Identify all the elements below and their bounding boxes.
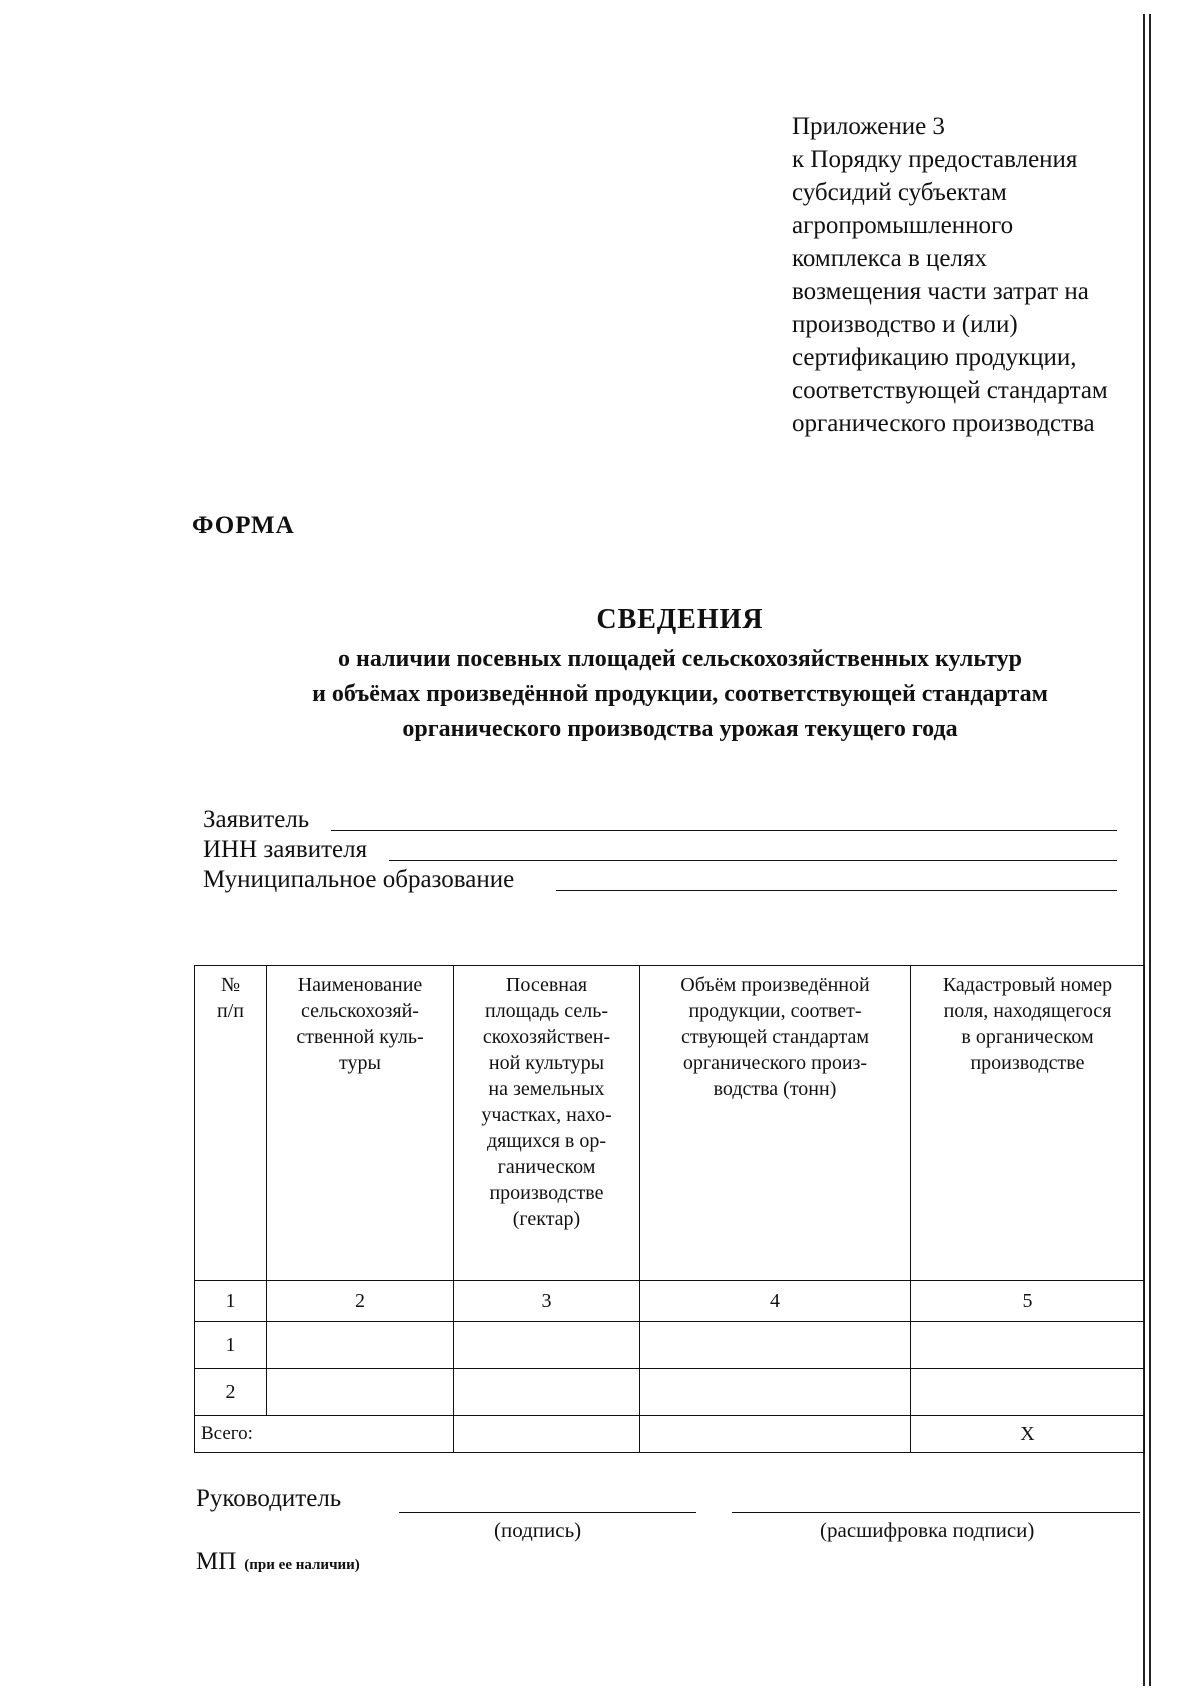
column-number-cell: 5 — [911, 1281, 1145, 1322]
page-edge-line — [1149, 14, 1151, 1686]
municipality-field — [203, 866, 514, 894]
column-number-cell: 3 — [454, 1281, 640, 1322]
header-text: Посевная — [505, 974, 588, 996]
row-number-cell: 1 — [195, 1322, 267, 1369]
subtitle-line: и объёмах произведённой продукции, соответствующей стандартам — [312, 681, 1048, 707]
row-number-cell: 2 — [195, 1369, 267, 1416]
applicant-field — [203, 806, 309, 834]
total-row — [195, 1416, 1145, 1453]
header-cell-crop-name — [267, 966, 454, 1281]
appendix-line: сертификацию продукции, — [792, 344, 1077, 371]
column-number-cell: 2 — [267, 1281, 454, 1322]
appendix-line: субсидий субъектам — [792, 179, 1007, 206]
column-number-row — [195, 1281, 1145, 1322]
form-label: ФОРМА — [192, 512, 295, 539]
municipality-input-line[interactable] — [556, 890, 1117, 891]
header-text: производстве — [970, 1052, 1085, 1074]
cadastral-number-cell[interactable] — [911, 1322, 1145, 1369]
header-text: ной культуры — [488, 1052, 605, 1074]
header-text: сельскохозяй- — [301, 1000, 419, 1022]
total-sown-area-cell[interactable] — [454, 1416, 640, 1453]
total-label: Всего: — [195, 1416, 454, 1453]
appendix-line: соответствующей стандартам — [792, 377, 1108, 404]
header-text: дящихся в ор- — [486, 1130, 607, 1152]
header-cell-sown-area — [454, 966, 640, 1281]
production-volume-cell[interactable] — [640, 1322, 911, 1369]
sown-area-cell[interactable] — [454, 1322, 640, 1369]
applicant-input-line[interactable] — [331, 830, 1117, 831]
appendix-line: агропромышленного — [792, 212, 1014, 239]
stamp-note: (при ее наличии) — [244, 1557, 360, 1573]
signature-caption: (подпись) — [494, 1518, 582, 1542]
header-text: п/п — [217, 1000, 244, 1022]
header-text: поля, находящегося — [943, 1000, 1112, 1022]
header-text: скохозяйствен- — [482, 1026, 611, 1048]
appendix-line: органического производства — [792, 410, 1095, 437]
header-text: ственной куль- — [296, 1026, 424, 1048]
header-text: производстве — [489, 1182, 604, 1204]
sown-area-cell[interactable] — [454, 1369, 640, 1416]
production-volume-cell[interactable] — [640, 1369, 911, 1416]
cadastral-number-cell[interactable] — [911, 1369, 1145, 1416]
crops-table — [194, 965, 1145, 1453]
subtitle-line: о наличии посевных площадей сельскохозяйственных культур — [338, 646, 1022, 672]
header-text: (гектар) — [512, 1208, 581, 1230]
header-text: в органическом — [961, 1026, 1094, 1048]
appendix-line: к Порядку предоставления — [792, 146, 1078, 173]
appendix-line: возмещения части затрат на — [792, 278, 1089, 305]
table-row — [195, 1369, 1145, 1416]
header-text: продукции, соответ- — [688, 1000, 862, 1022]
signature-line[interactable] — [399, 1512, 696, 1513]
appendix-line: Приложение 3 — [792, 113, 945, 140]
header-text: Кадастровый номер — [942, 974, 1113, 996]
header-text: ствующей стандартам — [680, 1026, 870, 1048]
appendix-line: комплекса в целях — [792, 245, 987, 272]
column-number-cell: 4 — [640, 1281, 911, 1322]
header-cell-production-volume — [640, 966, 911, 1281]
inn-label: ИНН заявителя — [203, 836, 368, 863]
signature-decode-caption: (расшифровка подписи) — [820, 1518, 1035, 1542]
subtitle-line: органического производства урожая текущего года — [402, 716, 958, 742]
header-text: площадь сель- — [484, 1000, 609, 1022]
total-production-volume-cell[interactable] — [640, 1416, 911, 1453]
header-text: Объём произведённой — [680, 974, 870, 996]
header-cell-cadastral-number — [911, 966, 1145, 1281]
header-text: органического произ- — [682, 1052, 868, 1074]
inn-input-line[interactable] — [389, 860, 1117, 861]
municipality-label: Муниципальное образование — [203, 866, 515, 893]
header-text: на земельных — [488, 1078, 605, 1100]
applicant-label: Заявитель — [203, 806, 310, 833]
header-cell-number — [195, 966, 267, 1281]
table-header-row — [195, 966, 1145, 1281]
manager-label: Руководитель — [196, 1485, 342, 1512]
stamp-block — [196, 1548, 360, 1576]
header-text: водства (тонн) — [713, 1078, 837, 1100]
header-text: № — [220, 974, 241, 996]
header-text: Наименование — [297, 974, 423, 996]
inn-field — [203, 836, 367, 864]
stamp-label: МП — [196, 1548, 237, 1575]
crop-name-cell[interactable] — [267, 1322, 454, 1369]
appendix-line: производство и (или) — [792, 311, 1018, 338]
header-text: туры — [339, 1052, 381, 1074]
table-row — [195, 1322, 1145, 1369]
crop-name-cell[interactable] — [267, 1369, 454, 1416]
header-text: ганическом — [497, 1156, 596, 1178]
document-subtitle — [180, 642, 1180, 747]
signature-decode-line[interactable] — [732, 1512, 1140, 1513]
column-number-cell: 1 — [195, 1281, 267, 1322]
total-cadastral-cell: Х — [911, 1416, 1145, 1453]
document-title: СВЕДЕНИЯ — [596, 604, 764, 635]
appendix-block — [792, 110, 1142, 440]
header-text: участках, нахо- — [481, 1104, 612, 1126]
